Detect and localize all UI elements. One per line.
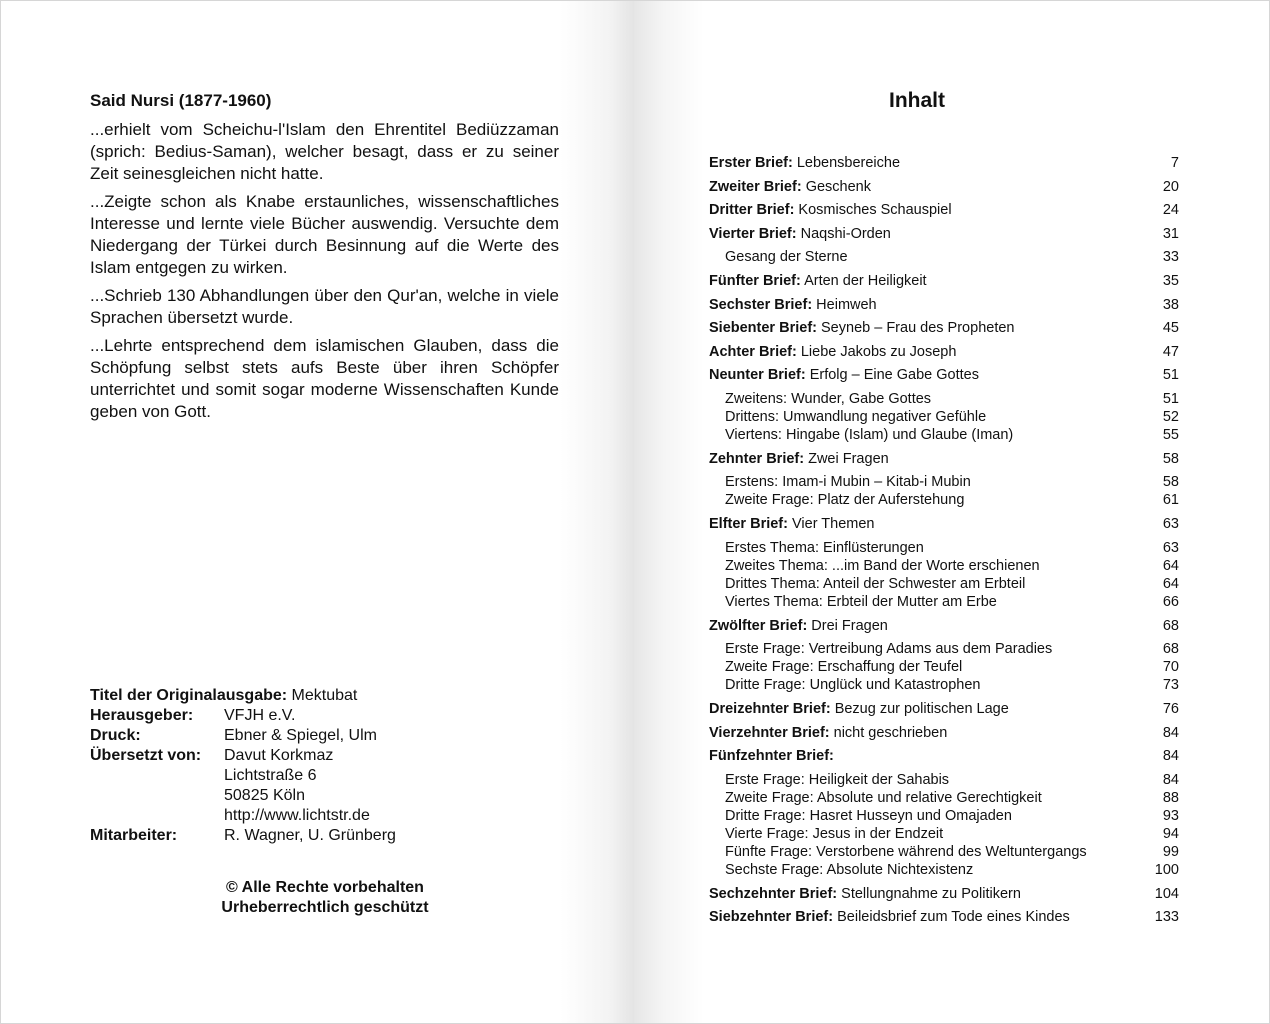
toc-entry [709,698,1179,722]
bio-paragraph: ...erhielt vom Scheichu-l'Islam den Ehrentitel Bediüzzaman (sprich: Bedius-Saman), welcher besagt, dass er zu seiner Zeit seinesgleichen nicht hatte. [90,120,559,183]
left-page [0,0,634,1024]
toc-letter-label: Zwölfter Brief: [709,617,808,634]
toc-subentry-title: Erstes Thema: Einflüsterungen [725,539,924,556]
toc-entry [709,223,1179,247]
toc-entry [709,906,1179,930]
toc-subentry [709,771,1179,789]
imprint-value: 50825 Köln [224,787,305,804]
toc-subentry-title: Zweitens: Wunder, Gabe Gottes [725,390,932,407]
author-heading: Said Nursi (1877-1960) [90,91,272,110]
toc-page-number: 35 [1162,273,1179,289]
toc-letter-label: Vierzehnter Brief: [709,724,830,741]
toc-page-number: 68 [1162,641,1179,657]
toc-page-number: 94 [1162,825,1179,842]
toc-entry [709,270,1179,294]
imprint-value: VFJH e.V. [224,707,296,724]
toc-page-number: 88 [1162,789,1179,806]
toc-subentry-title: Vierte Frage: Jesus in der Endzeit [725,825,944,842]
toc-letter-label: Elfter Brief: [709,516,788,532]
toc-entry [709,176,1179,200]
toc-page-number: 64 [1162,557,1179,574]
toc-page-number: 100 [1154,861,1179,878]
toc-entry-title: Neunter Brief: Erfolg – Eine Gabe Gottes [709,367,979,383]
toc-letter-label: Fünfzehnter Brief: [709,748,834,764]
toc-entry [709,745,1179,769]
toc-page-number: 20 [1162,178,1179,195]
toc-subentry-title: Dritte Frage: Unglück und Katastrophen [725,677,981,693]
toc-letter-label: Vierter Brief: [709,225,797,242]
toc-subentry [709,640,1179,658]
toc-entry-title: Dritter Brief: Kosmisches Schauspiel [709,202,952,218]
imprint-website-link: http://www.lichtstr.de [224,807,370,824]
toc-subentry [709,539,1179,557]
imprint-original-title [90,686,396,706]
copyright-notice [90,878,560,918]
toc-entry [709,364,1179,388]
imprint-address [90,766,396,786]
toc-letter-label: Erster Brief: [709,155,793,171]
imprint-translator [90,746,396,766]
toc-letter-label: Fünfter Brief: [709,273,801,289]
imprint-city [90,786,396,806]
toc-subentry [709,408,1179,426]
toc-subentry-title: Drittes Thema: Anteil der Schwester am Erbteil [725,575,1026,592]
copyright-line: Urheberrechtlich geschützt [221,899,429,916]
toc-subentry [709,575,1179,593]
toc-page-number: 51 [1162,367,1179,383]
toc-page-number: 63 [1162,516,1179,532]
toc-page-number: 66 [1162,593,1179,610]
toc-letter-label: Sechster Brief: [709,296,813,313]
toc-page-number: 31 [1162,225,1179,242]
toc-page-number: 24 [1162,202,1179,218]
toc-page-number: 104 [1154,885,1179,902]
bio-paragraph: ...Lehrte entsprechend dem islamischen Glauben, dass die Schöpfung selbst stets aufs Beste über ihren Schöpfer unterrichtet und somit sogar moderne Wissenschaften Kunde geben von Gott. [90,336,559,421]
imprint-value: Mektubat [291,687,358,704]
toc-page-number: 133 [1154,909,1179,925]
toc-subentry-title: Drittens: Umwandlung negativer Gefühle [725,408,987,425]
imprint-website [90,806,396,826]
toc-letter-label: Zehnter Brief: [709,450,805,467]
toc-page-number: 61 [1162,492,1179,508]
toc-subentry [709,807,1179,825]
toc-page-number: 63 [1162,539,1179,556]
toc-page-number: 7 [1170,155,1179,171]
toc-entry [709,513,1179,537]
toc-subentry [709,676,1179,694]
toc-entry-title: Elfter Brief: Vier Themen [709,516,875,532]
toc-page-number: 68 [1162,617,1179,634]
imprint-value: Ebner & Spiegel, Ulm [224,727,377,744]
toc-entry-title: Siebzehnter Brief: Beileidsbrief zum Tode eines Kindes [709,909,1070,925]
imprint-value: Lichtstraße 6 [224,767,317,784]
toc-page-number: 70 [1162,659,1179,675]
toc-entry-title: Sechzehnter Brief: Stellungnahme zu Politikern [709,885,1021,902]
toc-entry-title: Siebenter Brief: Seyneb – Frau des Propheten [709,320,1015,336]
toc-page-number: 45 [1162,320,1179,336]
toc-subentry [709,491,1179,509]
toc-entry-title: Vierter Brief: Naqshi-Orden [709,225,891,242]
toc-subentry-title: Fünfte Frage: Verstorbene während des Weltuntergangs [725,843,1087,860]
toc-page-number: 55 [1162,426,1179,443]
bio-paragraph: ...Schrieb 130 Abhandlungen über den Qur'an, welche in viele Sprachen übersetzt wurde. [90,286,559,327]
toc-page-number: 33 [1162,249,1179,265]
toc-page-number: 47 [1162,343,1179,360]
toc-subentry [709,557,1179,575]
toc-subentry [709,658,1179,676]
toc-subentry [709,390,1179,408]
toc-subentry-title: Erste Frage: Vertreibung Adams aus dem Paradies [725,641,1053,657]
toc-entry-title: Zehnter Brief: Zwei Fragen [709,450,889,467]
toc-subentry [709,825,1179,843]
toc-entry-title [709,745,834,769]
toc-page-number: 64 [1162,575,1179,592]
toc-entry-title: Erster Brief: Lebensbereiche [709,155,901,171]
toc-subentry [709,861,1179,879]
toc-entry-title: Dreizehnter Brief: Bezug zur politischen Lage [709,701,1009,717]
toc-page-number: 73 [1162,677,1179,693]
table-of-contents [709,152,1179,930]
toc-entry [709,341,1179,365]
toc-subentry-title: Sechste Frage: Absolute Nichtexistenz [725,861,974,878]
toc-subentry [709,248,1179,266]
bio-paragraph: ...Zeigte schon als Knabe erstaunliches, wissenschaftliches Interesse und lernte viele Bücher auswendig. Versuchte dem Niedergang der Türkei durch Besinnung auf die Werte des Islam entgegen zu wirken. [90,192,559,277]
toc-page-number: 58 [1162,450,1179,467]
imprint-value: R. Wagner, U. Grünberg [224,827,396,844]
toc-title: Inhalt [889,89,945,112]
imprint-label: Übersetzt von: [90,747,202,764]
imprint [90,686,396,846]
toc-entry-title: Fünfter Brief: Arten der Heiligkeit [709,273,927,289]
toc-page-number: 84 [1162,771,1179,788]
toc-page-number: 84 [1162,748,1179,764]
imprint-label: Herausgeber: [90,707,194,724]
toc-page-number: 84 [1162,724,1179,741]
toc-subentry [709,789,1179,807]
biography [90,119,559,429]
toc-subentry-title: Viertes Thema: Erbteil der Mutter am Erbe [725,593,997,610]
toc-page-number: 58 [1162,474,1179,490]
imprint-staff [90,826,396,846]
toc-letter-label: Siebzehnter Brief: [709,909,834,925]
toc-subentry-title: Erste Frage: Heiligkeit der Sahabis [725,771,950,788]
toc-subentry-title: Zweite Frage: Absolute und relative Gerechtigkeit [725,789,1042,806]
toc-subentry [709,593,1179,611]
toc-entry [709,294,1179,318]
toc-entry [709,615,1179,639]
toc-entry [709,152,1179,176]
toc-letter-label: Neunter Brief: [709,367,806,383]
toc-entry-title: Vierzehnter Brief: nicht geschrieben [709,724,948,741]
toc-letter-label: Dreizehnter Brief: [709,701,831,717]
imprint-print [90,726,396,746]
toc-entry-title: Zwölfter Brief: Drei Fragen [709,617,888,634]
toc-entry [709,317,1179,341]
toc-letter-label: Dritter Brief: [709,202,795,218]
toc-letter-label: Achter Brief: [709,343,797,360]
toc-subentry-title: Zweites Thema: ...im Band der Worte erschienen [725,557,1040,574]
toc-subentry [709,843,1179,861]
toc-subentry-title: Erstens: Imam-i Mubin – Kitab-i Mubin [725,474,971,490]
toc-subentry-title: Viertens: Hingabe (Islam) und Glaube (Iman) [725,426,1014,443]
toc-page-number: 76 [1162,701,1179,717]
toc-page-number: 99 [1162,843,1179,860]
toc-subentry-title: Dritte Frage: Hasret Husseyn und Omajaden [725,807,1012,824]
toc-page-number: 52 [1162,408,1179,425]
toc-letter-label: Zweiter Brief: [709,178,802,195]
toc-subentry [709,473,1179,491]
toc-subentry-title: Zweite Frage: Platz der Auferstehung [725,492,965,508]
toc-page-number: 93 [1162,807,1179,824]
toc-subentry-title: Zweite Frage: Erschaffung der Teufel [725,659,963,675]
toc-page-number: 38 [1162,296,1179,313]
toc-entry-title: Zweiter Brief: Geschenk [709,178,871,195]
toc-entry [709,722,1179,746]
copyright-line: © Alle Rechte vorbehalten [226,879,424,896]
toc-subentry [709,426,1179,444]
toc-letter-label: Sechzehnter Brief: [709,885,838,902]
toc-letter-label: Siebenter Brief: [709,320,817,336]
toc-page-number: 51 [1162,390,1179,407]
imprint-label: Druck: [90,727,141,744]
imprint-value: Davut Korkmaz [224,747,334,764]
imprint-publisher [90,706,396,726]
toc-entry-title: Sechster Brief: Heimweh [709,296,877,313]
toc-entry-title: Achter Brief: Liebe Jakobs zu Joseph [709,343,957,360]
toc-subentry-title: Gesang der Sterne [725,249,848,265]
toc-entry [709,883,1179,907]
imprint-label: Titel der Originalausgabe: [90,687,288,704]
imprint-label: Mitarbeiter: [90,827,178,844]
toc-entry [709,448,1179,472]
toc-entry [709,199,1179,223]
